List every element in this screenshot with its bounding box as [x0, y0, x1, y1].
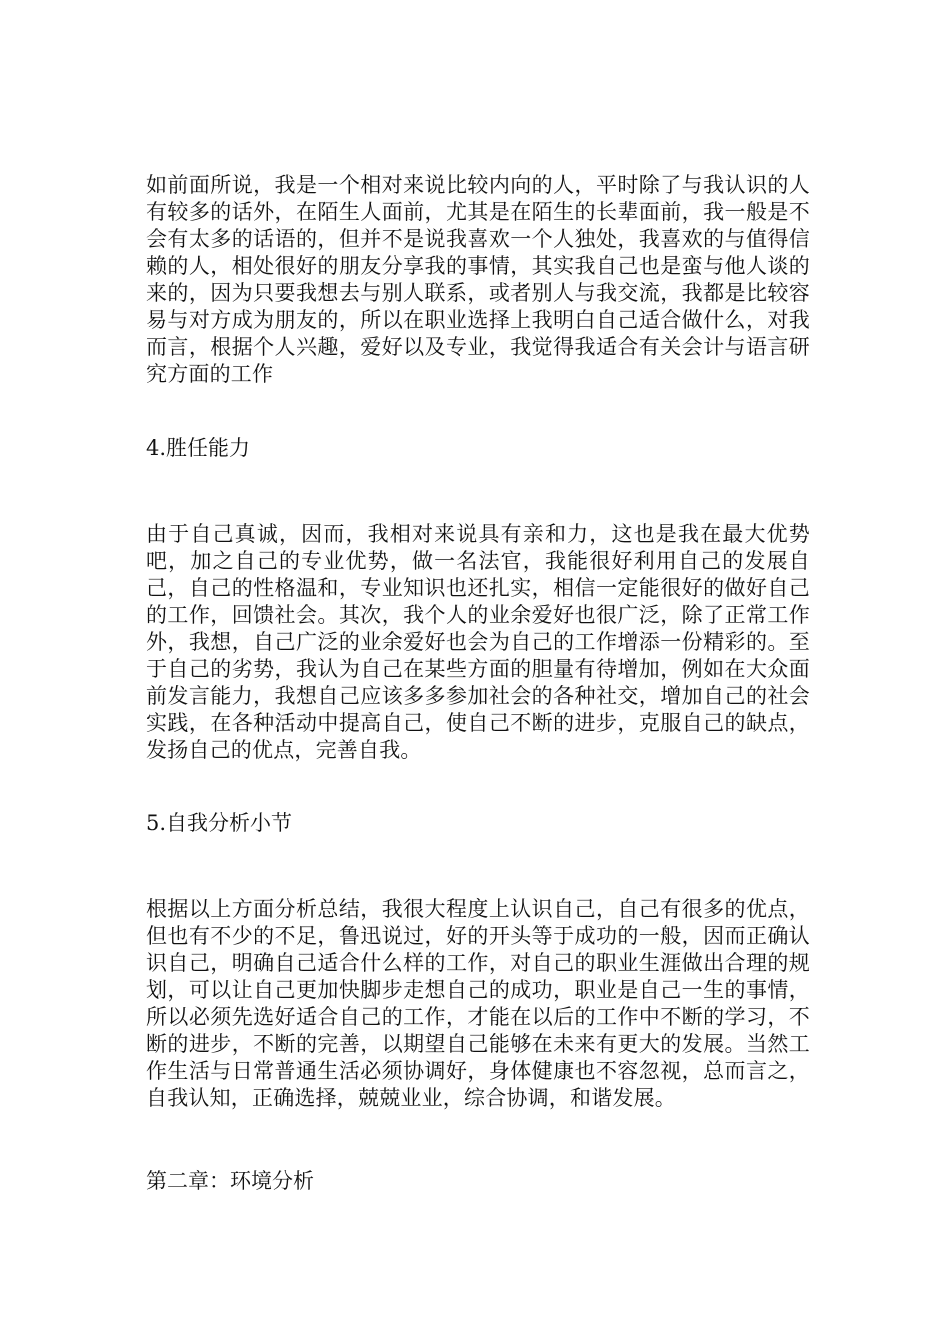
- paragraph-self-description: 如前面所说，我是一个相对来说比较内向的人，平时除了与我认识的人有较多的话外，在陌生人面前，尤其是在陌生的长辈面前，我一般是不会有太多的话语的，但并不是说我喜欢一个人独处，我喜欢的与值得信赖的人，相处很好的朋友分享我的事情，其实我自己也是蛮与他人谈的来的，因为只要我想去与别人联系，或者别人与我交流，我都是比较容易与对方成为朋友的，所以在职业选择上我明白自己适合做什么，对我而言，根据个人兴趣，爱好以及专业，我觉得我适合有关会计与语言研究方面的工作: [146, 173, 810, 386]
- section-heading-competence: 4.胜任能力: [146, 436, 251, 460]
- chapter-heading-environment-analysis: 第二章：环境分析: [146, 1169, 314, 1193]
- section-heading-self-analysis-summary: 5.自我分析小节: [146, 811, 293, 835]
- paragraph-self-analysis-summary: 根据以上方面分析总结，我很大程度上认识自己，自己有很多的优点，但也有不少的不足，鲁迅说过，好的开头等于成功的一般，因而正确认识自己，明确自己适合什么样的工作，对自己的职业生涯做出合理的规划，可以让自己更加快脚步走想自己的成功，职业是自己一生的事情，所以必须先选好适合自己的工作，才能在以后的工作中不断的学习，不断的进步，不断的完善，以期望自己能够在未来有更大的发展。当然工作生活与日常普通生活必须协调好，身体健康也不容忽视，总而言之，自我认知，正确选择，兢兢业业，综合协调，和谐发展。: [146, 897, 810, 1110]
- paragraph-competence: 由于自己真诚，因而，我相对来说具有亲和力，这也是我在最大优势吧，加之自己的专业优势，做一名法官，我能很好利用自己的发展自己，自己的性格温和，专业知识也还扎实，相信一定能很好的做好自己的工作，回馈社会。其次，我个人的业余爱好也很广泛，除了正常工作外，我想，自己广泛的业余爱好也会为自己的工作增添一份精彩的。至于自己的劣势，我认为自己在某些方面的胆量有待增加，例如在大众面前发言能力，我想自己应该多多参加社会的各种社交，增加自己的社会实践，在各种活动中提高自己，使自己不断的进步，克服自己的缺点，发扬自己的优点，完善自我。: [146, 522, 810, 762]
